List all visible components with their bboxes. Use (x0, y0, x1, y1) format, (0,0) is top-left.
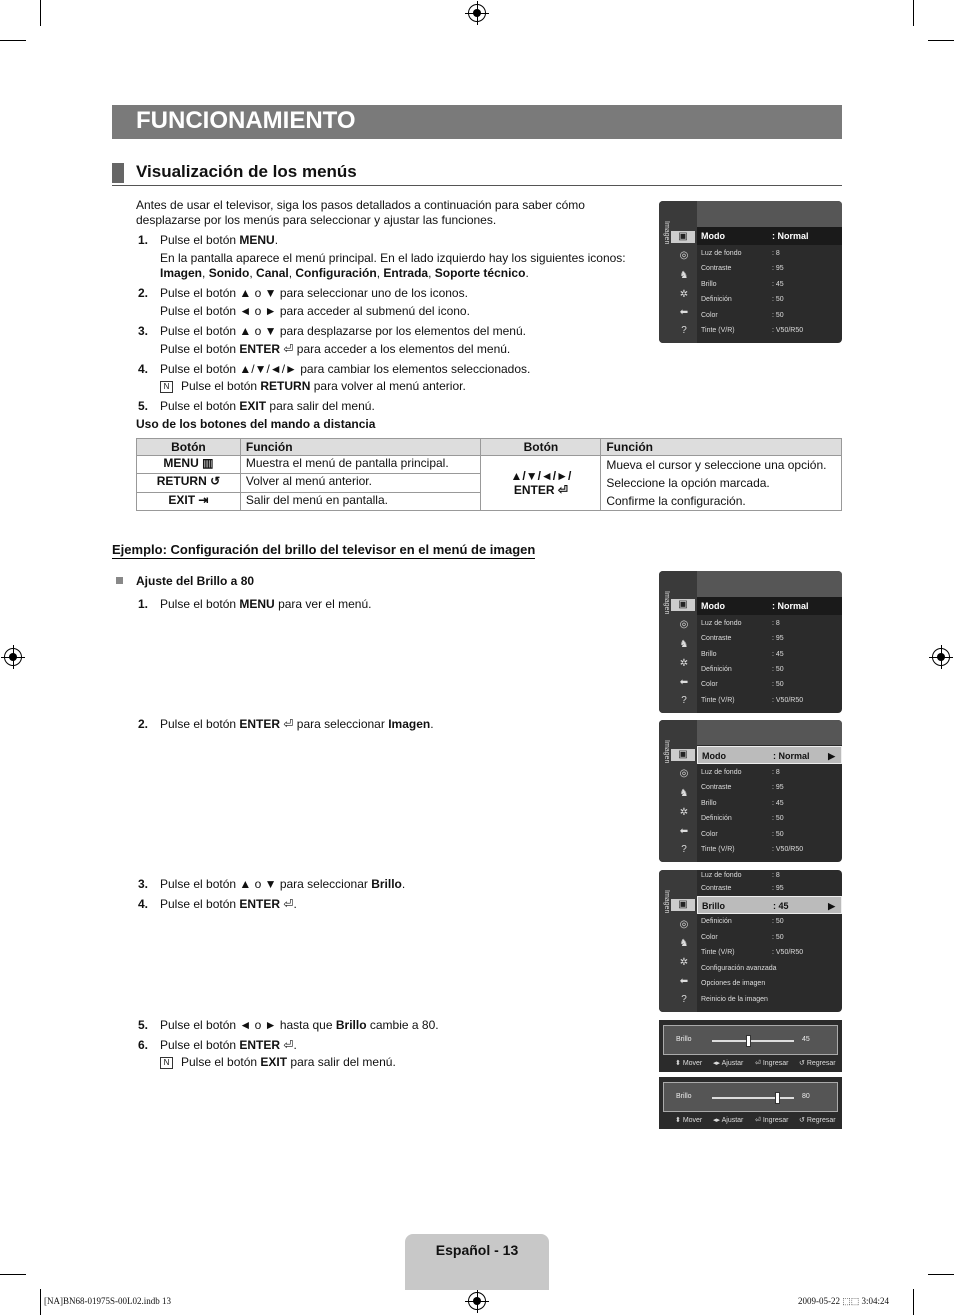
table-header: Botón (481, 439, 601, 456)
input-icon: ⬅ (679, 826, 689, 837)
section-marker (112, 163, 124, 183)
step-number: 6. (138, 1038, 149, 1052)
tv-menu-screen: Imagen ▣ ◎ ♞ ✲ ⬅ ? Modo : Normal Luz de fondo : 8 Contraste : 95 Brillo : 45 Definición : 50 Color : 50 Tinte (V/R) : V50/R50 (659, 571, 842, 713)
tv-menu-side-label: Imagen (663, 740, 670, 764)
legend-return: ↺ Regresar (799, 1117, 836, 1124)
slider-knob[interactable] (746, 1035, 751, 1047)
step-number: 5. (138, 1018, 149, 1032)
step-number: 2. (138, 717, 149, 731)
legend-move: ⬍ Mover (675, 1117, 703, 1124)
footer-file-info: [NA]BN68-01975S-00L02.indb 13 (44, 1296, 171, 1306)
channel-icon: ♞ (679, 639, 689, 650)
legend-move: ⬍ Mover (675, 1060, 703, 1067)
tv-menu-side-label: Imagen (663, 890, 670, 914)
tv-menu-header (697, 201, 842, 230)
support-icon: ? (681, 325, 687, 336)
step-number: 4. (138, 897, 149, 911)
menu-row-modo[interactable]: Modo : Normal (697, 597, 842, 615)
crop-mark (40, 1289, 41, 1315)
step-number: 5. (138, 399, 149, 413)
table-cell: RETURN ↺ (137, 474, 241, 492)
slider-value: 80 (802, 1093, 810, 1100)
input-icon: ⬅ (679, 976, 689, 987)
tv-menu-screen: Imagen ▣ ◎ ♞ ✲ ⬅ ? Modo : Normal ▶ Luz de fondo : 8 Contraste : 95 Brillo : 45 Definición : 50 Color : 50 Tinte (V/R) : V50/R50 (659, 720, 842, 862)
channel-icon: ♞ (679, 788, 689, 799)
legend-enter: ⏎ Ingresar (755, 1117, 789, 1124)
table-header: Botón (137, 439, 241, 456)
sound-icon: ◎ (679, 919, 689, 930)
step-text: Pulse el botón ◄ o ► para acceder al submenú del icono. (160, 304, 470, 318)
setup-icon: ✲ (679, 807, 689, 818)
step-text: Pulse el botón ▲/▼/◄/► para cambiar los elementos seleccionados. (160, 362, 531, 376)
section-title: Visualización de los menús (136, 162, 357, 181)
table-cell: ▲/▼/◄/►/ ENTER ⏎ (481, 456, 601, 511)
menu-row-modo[interactable]: Modo : Normal (697, 227, 842, 245)
slider-box (663, 1082, 838, 1112)
input-icon: ⬅ (679, 307, 689, 318)
step-number: 3. (138, 877, 149, 891)
remote-caption: Uso de los botones del mando a distancia (136, 417, 376, 431)
support-icon: ? (681, 695, 687, 706)
page-number: Español - 13 (435, 1242, 519, 1258)
registration-mark-icon (4, 648, 22, 666)
step-text: Imagen, Sonido, Canal, Configuración, Entrada, Soporte técnico. (160, 266, 529, 280)
table-row (137, 456, 842, 474)
page-title-bar (112, 105, 842, 139)
legend-adjust: ◂▸ Ajustar (713, 1117, 744, 1124)
step-number: 4. (138, 362, 149, 376)
table-header: Función (601, 439, 842, 456)
channel-icon: ♞ (679, 270, 689, 281)
table-cell: Salir del menú en pantalla. (240, 492, 481, 510)
sound-icon: ◎ (679, 768, 689, 779)
arrow-right-icon: ▶ (828, 751, 835, 761)
footer-timestamp: 2009-05-22 ⬚⬚ 3:04:24 (798, 1296, 890, 1306)
slider-knob[interactable] (775, 1092, 780, 1104)
support-icon: ? (681, 844, 687, 855)
tv-menu-header (697, 720, 842, 745)
support-icon: ? (681, 994, 687, 1005)
step-text: Pulse el botón ENTER ⏎ para acceder a los elementos del menú. (160, 342, 511, 356)
step-text: Pulse el botón EXIT para salir del menú. (160, 399, 375, 413)
table-cell: MENU ▥ (137, 456, 241, 474)
slider-value: 45 (802, 1036, 810, 1043)
slider-box (663, 1025, 838, 1055)
section-heading (112, 162, 842, 186)
return-icon: ↺ (210, 474, 221, 489)
crop-mark (40, 0, 41, 26)
enter-icon: ⏎ (283, 342, 294, 356)
remote-buttons-table (136, 438, 842, 511)
slider-label: Brillo (676, 1093, 692, 1100)
exit-icon: ⇥ (198, 492, 209, 507)
legend-enter: ⏎ Ingresar (755, 1060, 789, 1067)
picture-icon: ▣ (671, 749, 695, 761)
enter-icon: ⏎ (283, 1038, 294, 1052)
table-cell: EXIT ⇥ (137, 492, 241, 510)
picture-icon: ▣ (671, 599, 695, 611)
crop-mark (928, 1274, 954, 1275)
page-title: FUNCIONAMIENTO (136, 107, 356, 134)
example-bullet: Ajuste del Brillo a 80 (136, 574, 255, 588)
step-text: En la pantalla aparece el menú principal. En el lado izquierdo hay los siguientes iconos: (160, 251, 626, 265)
enter-icon: ⏎ (557, 483, 568, 497)
tv-menu-screen: Imagen ▣ ◎ ♞ ✲ ⬅ ? Luz de fondo : 8 Contraste : 95 Brillo : 45 ▶ Definición : 50 Color : 50 Tinte (V/R) : V50/R50 Configuración avanzada Opciones de imagen Reinicio de la imagen (659, 870, 842, 1012)
arrow-right-icon: ▶ (828, 901, 835, 911)
step-number: 3. (138, 324, 149, 338)
tv-menu-side-label: Imagen (663, 221, 670, 245)
crop-mark (913, 0, 914, 26)
enter-icon: ⏎ (283, 897, 294, 911)
registration-mark-icon (468, 1292, 486, 1310)
step-note: N Pulse el botón EXIT para salir del menú. (160, 1054, 396, 1070)
tv-menu-header (697, 571, 842, 600)
picture-icon: ▣ (671, 231, 695, 243)
sound-icon: ◎ (679, 619, 689, 630)
table-cell: Volver al menú anterior. (240, 474, 481, 492)
slider-track[interactable] (712, 1097, 794, 1099)
brillo-slider-screen (659, 1077, 842, 1129)
step-text: Pulse el botón ENTER ⏎ para seleccionar Imagen. (160, 717, 434, 731)
tv-menu-side-label: Imagen (663, 591, 670, 615)
step-text: Pulse el botón ▲ o ▼ para seleccionar uno de los iconos. (160, 286, 468, 300)
legend-return: ↺ Regresar (799, 1060, 836, 1067)
menu-icon: ▥ (202, 456, 214, 470)
channel-icon: ♞ (679, 938, 689, 949)
crop-mark (0, 1274, 26, 1275)
step-number: 1. (138, 233, 149, 247)
crop-mark (913, 1289, 914, 1315)
bullet-square (116, 577, 123, 584)
menu-row-modo-selected[interactable]: Modo : Normal ▶ (697, 746, 842, 764)
registration-mark-icon (932, 648, 950, 666)
step-text: Pulse el botón MENU para ver el menú. (160, 597, 372, 611)
table-header: Función (240, 439, 481, 456)
step-number: 2. (138, 286, 149, 300)
menu-row-brillo-selected[interactable]: Brillo : 45 ▶ (697, 896, 842, 914)
slider-label: Brillo (676, 1036, 692, 1043)
table-cell: Mueva el cursor y seleccione una opción. Seleccione la opción marcada. Confirme la configuración. (601, 456, 842, 511)
enter-icon: ⏎ (283, 717, 294, 731)
step-text: Pulse el botón ▲ o ▼ para seleccionar Brillo. (160, 877, 406, 891)
picture-icon: ▣ (671, 899, 695, 911)
step-number: 1. (138, 597, 149, 611)
step-note: N Pulse el botón RETURN para volver al menú anterior. (160, 378, 466, 394)
note-icon: N (160, 381, 173, 393)
brillo-slider-screen (659, 1020, 842, 1072)
registration-mark-icon (468, 4, 486, 22)
crop-mark (928, 40, 954, 41)
setup-icon: ✲ (679, 658, 689, 669)
intro-text-1: Antes de usar el televisor, siga los pasos detallados a continuación para saber cómo (136, 198, 585, 212)
input-icon: ⬅ (679, 677, 689, 688)
table-header-row (137, 439, 842, 456)
step-text: Pulse el botón MENU. (160, 233, 279, 247)
crop-mark (0, 40, 26, 41)
step-text: Pulse el botón ◄ o ► hasta que Brillo cambie a 80. (160, 1018, 439, 1032)
tv-menu-screen: Imagen ▣ ◎ ♞ ✲ ⬅ ? Modo : Normal Luz de fondo : 8 Contraste : 95 Brillo : 45 Definición : 50 Color : 50 Tinte (V/R) : V50/R50 (659, 201, 842, 343)
legend-adjust: ◂▸ Ajustar (713, 1060, 744, 1067)
table-cell: Muestra el menú de pantalla principal. (240, 456, 481, 474)
language-page-tab (405, 1234, 549, 1290)
example-title: Ejemplo: Configuración del brillo del televisor en el menú de imagen (112, 542, 536, 557)
intro-text-2: desplazarse por los menús para seleccionar y ajustar las funciones. (136, 213, 497, 227)
slider-track[interactable] (712, 1040, 794, 1042)
setup-icon: ✲ (679, 957, 689, 968)
sound-icon: ◎ (679, 250, 689, 261)
step-text: Pulse el botón ENTER ⏎. (160, 1038, 297, 1052)
setup-icon: ✲ (679, 289, 689, 300)
step-text: Pulse el botón ▲ o ▼ para desplazarse por los elementos del menú. (160, 324, 526, 338)
step-text: Pulse el botón ENTER ⏎. (160, 897, 297, 911)
note-icon: N (160, 1057, 173, 1069)
